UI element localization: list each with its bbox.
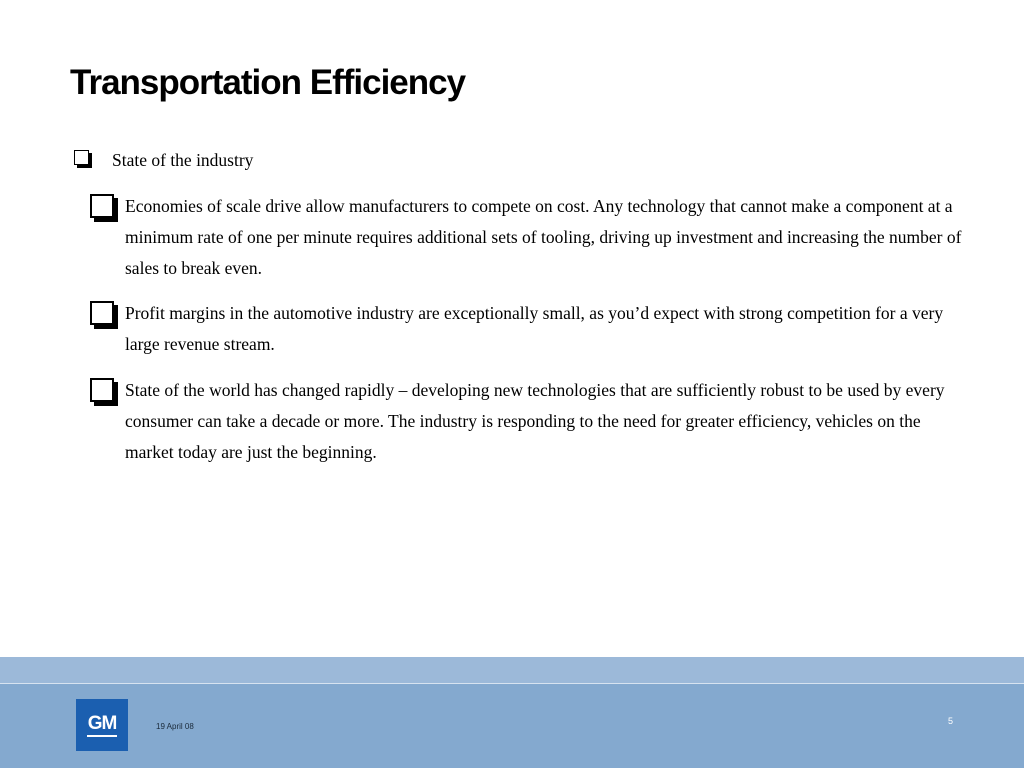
footer-band — [0, 684, 1024, 768]
footer-strip — [0, 657, 1024, 683]
square-bullet-icon — [74, 150, 89, 165]
sub-bullet-text: Profit margins in the automotive industry are exceptionally small, as you’d expect with strong competition for a very large revenue stream. — [125, 303, 944, 354]
square-bullet-icon — [90, 194, 114, 218]
sub-bullet-item — [90, 375, 970, 468]
sub-bullet-text: State of the world has changed rapidly – developing new technologies that are sufficiently robust to be used by every consumer can take a decade or more. The industry is responding to the need for greater efficiency, vehicles on the market today are just the beginning. — [125, 380, 945, 462]
square-bullet-icon — [90, 301, 114, 325]
sub-bullet-item — [90, 298, 970, 360]
square-bullet-icon — [90, 378, 114, 402]
slide-title: Transportation Efficiency — [70, 63, 466, 102]
gm-logo — [76, 699, 128, 751]
bullet-text: State of the industry — [112, 150, 254, 170]
sub-bullet-text: Economies of scale drive allow manufacturers to compete on cost. Any technology that cannot make a component at a minimum rate of one per minute requires additional sets of tooling, driving up investment and increasing the number of sales to break even. — [125, 196, 962, 278]
sub-bullet-item — [90, 191, 970, 284]
page-number: 5 — [948, 716, 954, 726]
logo-text: GM — [87, 714, 118, 737]
footer-date: 19 April 08 — [156, 722, 194, 731]
